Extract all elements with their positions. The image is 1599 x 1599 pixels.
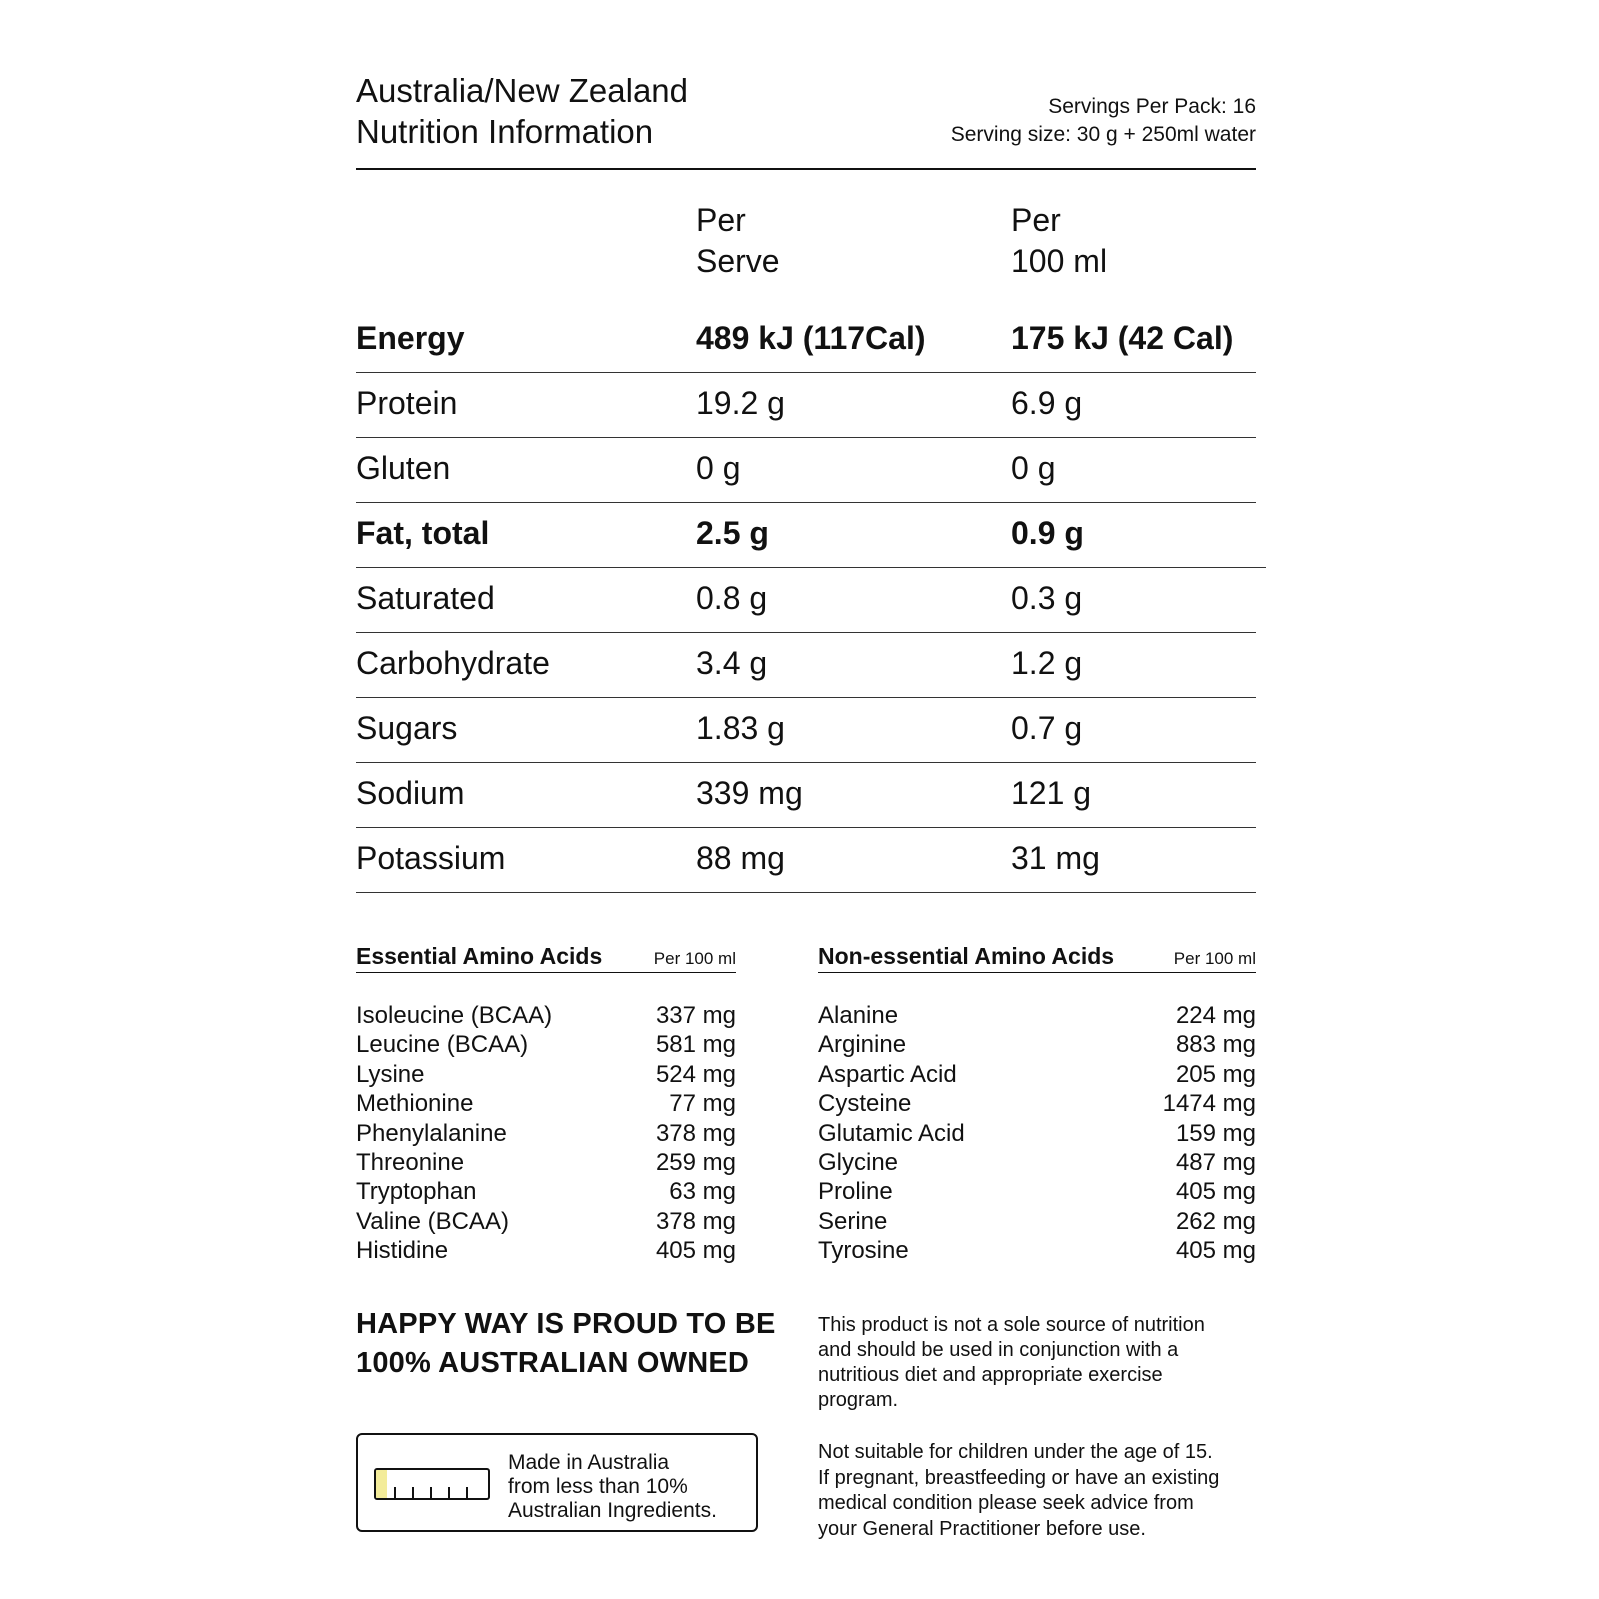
amino-acid-name: Glycine [818, 1148, 899, 1176]
nutrition-row [356, 698, 1256, 763]
amino-acid-value: 159 mg [1175, 1119, 1256, 1147]
amino-acid-row [818, 1207, 1256, 1236]
nutrient-name: Energy [356, 320, 465, 356]
amino-acid-value: 1474 mg [1162, 1090, 1256, 1118]
value-per-100ml: 31 mg [1011, 840, 1100, 876]
amino-acid-value: 378 mg [655, 1119, 736, 1147]
disclaimer-line: Not suitable for children under the age of 15. [818, 1441, 1213, 1463]
amino-acid-value: 378 mg [655, 1207, 736, 1235]
nutrient-name: Potassium [356, 840, 506, 876]
amino-acid-value: 63 mg [669, 1178, 736, 1206]
panel-title [356, 70, 688, 152]
amino-acid-name: Lysine [356, 1060, 425, 1088]
amino-acid-name: Valine (BCAA) [356, 1207, 509, 1235]
non-essential-amino-header [818, 940, 1256, 973]
value-per-100ml: 121 g [1011, 775, 1092, 811]
amino-acid-name: Phenylalanine [356, 1119, 507, 1147]
amino-acid-value: 205 mg [1175, 1060, 1256, 1088]
amino-acid-name: Histidine [356, 1237, 449, 1265]
title-line-2: Nutrition Information [356, 113, 654, 150]
amino-acid-value: 224 mg [1175, 1002, 1256, 1029]
column-header-per-100ml [1011, 200, 1107, 282]
origin-line: from less than 10% [508, 1475, 688, 1498]
amino-acid-name: Alanine [818, 1002, 899, 1029]
nutrition-row [356, 438, 1256, 503]
origin-line: Australian Ingredients. [508, 1499, 717, 1522]
essential-amino-title: Essential Amino Acids [356, 943, 603, 969]
amino-acid-value: 524 mg [655, 1060, 736, 1088]
servings-per-pack: Servings Per Pack: 16 [1048, 95, 1256, 118]
amino-acid-name: Threonine [356, 1148, 465, 1176]
amino-acid-row [356, 1089, 736, 1118]
amino-acid-row [818, 1030, 1256, 1059]
amino-acid-value: 405 mg [655, 1237, 736, 1265]
nutrition-row [356, 828, 1256, 893]
value-per-100ml: 175 kJ (42 Cal) [1011, 320, 1234, 356]
nutrient-name: Saturated [356, 580, 495, 616]
column-header-per-serve [696, 200, 780, 282]
value-per-100ml: 0.3 g [1011, 580, 1083, 616]
serving-info [951, 93, 1256, 149]
column-header-line: Per [696, 202, 746, 238]
nutrition-row [356, 763, 1256, 828]
australian-ingredients-bar [374, 1468, 490, 1500]
amino-acid-row [356, 1001, 736, 1030]
amino-acid-value: 337 mg [655, 1002, 736, 1029]
amino-acid-name: Serine [818, 1207, 888, 1235]
amino-acid-name: Cysteine [818, 1090, 912, 1118]
serving-size: Serving size: 30 g + 250ml water [950, 123, 1256, 146]
value-per-100ml: 1.2 g [1011, 645, 1083, 681]
value-per-100ml: 6.9 g [1011, 385, 1083, 421]
amino-acid-value: 262 mg [1175, 1207, 1256, 1235]
statement-line: HAPPY WAY IS PROUD TO BE [356, 1308, 776, 1340]
nutrition-row [356, 373, 1256, 438]
value-per-100ml: 0.9 g [1011, 515, 1084, 551]
amino-acid-row [818, 1060, 1256, 1089]
nutrition-row [356, 308, 1256, 373]
gauge-tick [430, 1487, 432, 1498]
amino-acid-row [356, 1060, 736, 1089]
essential-amino-header [356, 940, 736, 973]
nutrition-table [356, 308, 1256, 893]
amino-acid-name: Methionine [356, 1090, 474, 1118]
non-essential-amino-list [818, 1001, 1256, 1266]
disclaimer-line: your General Practitioner before use. [818, 1517, 1146, 1540]
statement-line: 100% AUSTRALIAN OWNED [356, 1347, 750, 1379]
amino-acid-name: Proline [818, 1178, 893, 1206]
origin-line: Made in Australia [508, 1451, 670, 1474]
nutrient-name: Sugars [356, 710, 458, 746]
amino-acid-value: 487 mg [1175, 1148, 1256, 1176]
value-per-100ml: 0 g [1011, 450, 1056, 486]
value-per-serve: 339 mg [696, 775, 803, 811]
value-per-serve: 3.4 g [696, 645, 768, 681]
amino-acid-name: Arginine [818, 1031, 907, 1059]
amino-acid-value: 581 mg [655, 1031, 736, 1059]
gauge-tick [466, 1487, 468, 1498]
amino-acid-row [818, 1148, 1256, 1177]
nutrient-name: Sodium [356, 775, 465, 811]
amino-acid-value: 405 mg [1175, 1237, 1256, 1265]
amino-acid-row [818, 1089, 1256, 1118]
amino-acid-value: 883 mg [1175, 1031, 1256, 1059]
amino-acid-row [818, 1236, 1256, 1265]
disclaimer-line: This product is not a sole source of nutrition [818, 1314, 1205, 1336]
column-header-line: 100 ml [1011, 243, 1108, 279]
amino-acid-row [356, 1148, 736, 1177]
amino-acid-name: Aspartic Acid [818, 1060, 957, 1088]
value-per-serve: 1.83 g [696, 710, 785, 746]
value-per-serve: 2.5 g [696, 515, 769, 551]
non-essential-amino-acids [818, 940, 1256, 1266]
gauge-tick [448, 1487, 450, 1498]
disclaimer-line: program. [818, 1389, 899, 1411]
value-per-serve: 0 g [696, 450, 741, 486]
amino-acid-row [818, 1177, 1256, 1206]
essential-amino-list [356, 1001, 736, 1266]
nutrition-row [356, 568, 1256, 633]
nutrition-disclaimer [818, 1313, 1268, 1413]
disclaimer-line: nutritious diet and appropriate exercise [818, 1364, 1163, 1386]
gauge-tick [412, 1487, 414, 1498]
column-header-line: Serve [696, 243, 780, 279]
amino-acid-name: Glutamic Acid [818, 1119, 965, 1147]
nutrient-name: Gluten [356, 450, 451, 486]
amino-acid-value: 77 mg [669, 1090, 736, 1118]
suitability-warning [818, 1440, 1268, 1542]
value-per-serve: 0.8 g [696, 580, 768, 616]
disclaimer-line: and should be used in conjunction with a [818, 1339, 1179, 1361]
header-divider [356, 168, 1256, 170]
nutrition-row [356, 633, 1256, 698]
nutrition-row [356, 503, 1266, 568]
value-per-serve: 489 kJ (117Cal) [696, 320, 926, 356]
amino-acid-name: Leucine (BCAA) [356, 1031, 529, 1059]
amino-acid-row [356, 1177, 736, 1206]
australian-ingredients-fill [376, 1470, 387, 1498]
amino-acid-value: 259 mg [655, 1148, 736, 1176]
column-header-line: Per [1011, 202, 1061, 238]
amino-acid-row [356, 1236, 736, 1265]
gauge-tick [394, 1487, 396, 1498]
amino-acid-value: 405 mg [1175, 1178, 1256, 1206]
origin-text [508, 1451, 717, 1523]
australian-owned-statement [356, 1305, 776, 1383]
amino-acid-row [356, 1207, 736, 1236]
amino-acid-name: Isoleucine (BCAA) [356, 1002, 553, 1029]
nutrient-name: Carbohydrate [356, 645, 550, 681]
value-per-serve: 88 mg [696, 840, 785, 876]
non-essential-amino-unit: Per 100 ml [1173, 949, 1256, 968]
nutrient-name: Fat, total [356, 515, 490, 551]
amino-acid-row [818, 1001, 1256, 1030]
non-essential-amino-title: Non-essential Amino Acids [818, 943, 1115, 969]
title-line-1: Australia/New Zealand [356, 72, 688, 109]
amino-acid-row [356, 1119, 736, 1148]
amino-acid-name: Tryptophan [356, 1178, 477, 1206]
country-of-origin-label [356, 1433, 758, 1532]
disclaimer-line: medical condition please seek advice from [818, 1492, 1194, 1514]
disclaimer-line: If pregnant, breastfeeding or have an existing [818, 1466, 1220, 1489]
essential-amino-acids [356, 940, 736, 1266]
amino-acid-name: Tyrosine [818, 1237, 909, 1265]
value-per-100ml: 0.7 g [1011, 710, 1083, 746]
essential-amino-unit: Per 100 ml [653, 949, 736, 968]
amino-acid-row [818, 1119, 1256, 1148]
nutrient-name: Protein [356, 385, 458, 421]
amino-acid-row [356, 1030, 736, 1059]
value-per-serve: 19.2 g [696, 385, 785, 421]
